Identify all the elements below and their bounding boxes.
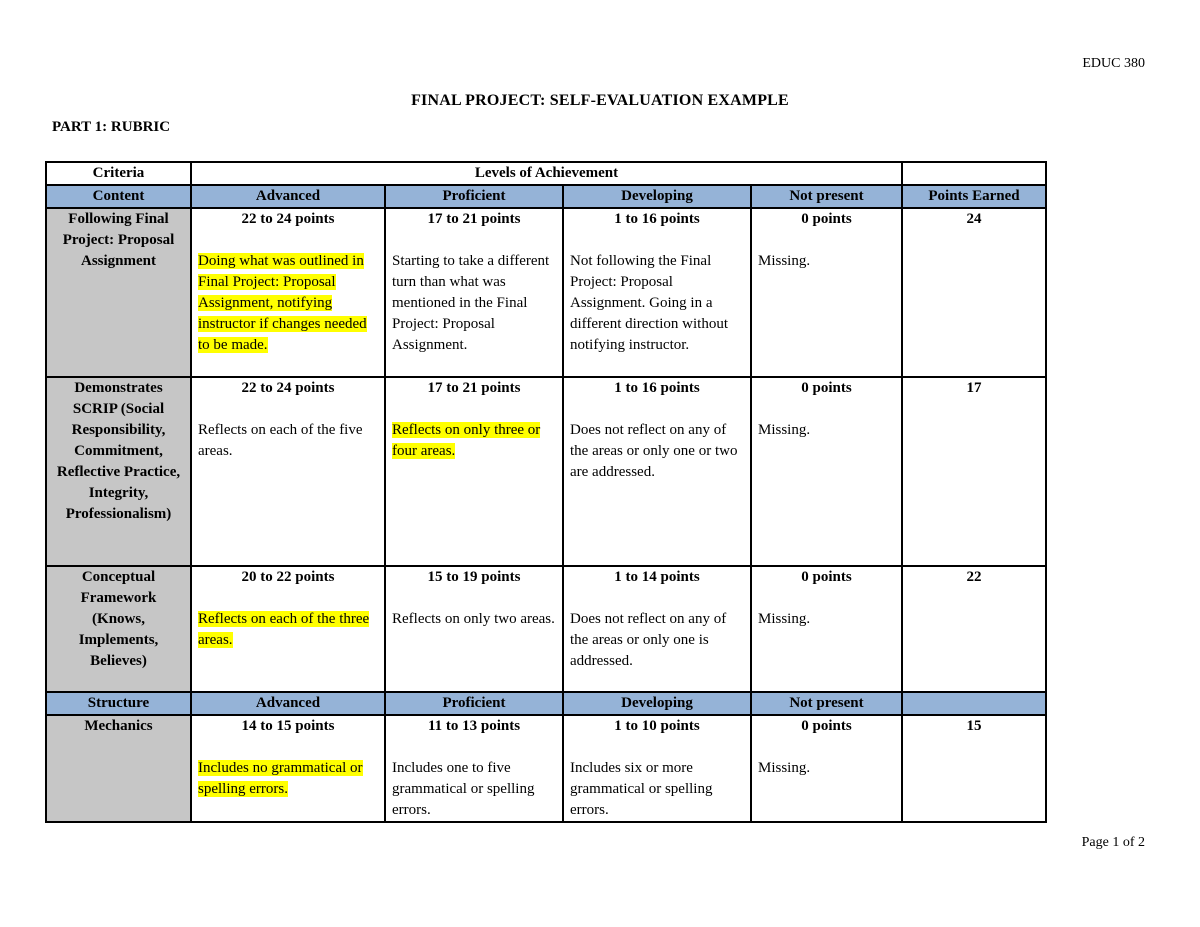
proficient-cell bbox=[385, 208, 563, 377]
points-range: 0 points bbox=[801, 569, 852, 585]
page-title: FINAL PROJECT: SELF-EVALUATION EXAMPLE bbox=[411, 92, 789, 109]
criterion-cell: Conceptual Framework (Knows, Implements, Believes) bbox=[46, 566, 191, 692]
advanced-header: Advanced bbox=[191, 185, 385, 208]
empty-band-cell bbox=[902, 692, 1046, 715]
structure-band-row bbox=[46, 692, 1046, 715]
criterion-cell: Demonstrates SCRIP (Social Responsibility, Commitment, Reflective Practice, Integrity, Professionalism) bbox=[46, 377, 191, 566]
level-description: Reflects on only two areas. bbox=[392, 611, 555, 627]
highlighted-text: Includes no grammatical or spelling errors. bbox=[198, 760, 363, 797]
points-range: 20 to 22 points bbox=[241, 569, 335, 585]
level-description: Missing. bbox=[758, 611, 811, 627]
level-description: Reflects on each of the five areas. bbox=[198, 422, 363, 459]
points-range: 0 points bbox=[801, 380, 852, 396]
advanced-cell bbox=[191, 715, 385, 822]
points-range: 1 to 16 points bbox=[614, 380, 700, 396]
content-band-row bbox=[46, 185, 1046, 208]
levels-header: Levels of Achievement bbox=[191, 162, 902, 185]
developing-cell bbox=[563, 715, 751, 822]
points-earned-cell: 22 bbox=[902, 566, 1046, 692]
points-earned-header: Points Earned bbox=[902, 185, 1046, 208]
table-header-row bbox=[46, 162, 1046, 185]
level-description: Starting to take a different turn than what was mentioned in the Final Project: Proposal Assignment. bbox=[392, 253, 550, 353]
points-range: 14 to 15 points bbox=[241, 718, 335, 734]
points-range: 22 to 24 points bbox=[241, 380, 335, 396]
advanced-header: Advanced bbox=[191, 692, 385, 715]
developing-header: Developing bbox=[563, 692, 751, 715]
level-description bbox=[198, 758, 378, 800]
proficient-header: Proficient bbox=[385, 185, 563, 208]
level-description bbox=[198, 251, 378, 356]
level-description bbox=[392, 420, 556, 462]
level-description bbox=[198, 609, 378, 651]
points-range: 17 to 21 points bbox=[427, 380, 521, 396]
not-present-header: Not present bbox=[751, 185, 902, 208]
proficient-cell bbox=[385, 377, 563, 566]
rubric-table bbox=[45, 161, 1047, 823]
points-range: 17 to 21 points bbox=[427, 211, 521, 227]
table-row bbox=[46, 715, 1046, 822]
developing-cell bbox=[563, 208, 751, 377]
developing-cell bbox=[563, 377, 751, 566]
proficient-cell bbox=[385, 715, 563, 822]
developing-header: Developing bbox=[563, 185, 751, 208]
level-description: Missing. bbox=[758, 422, 811, 438]
part-heading: PART 1: RUBRIC bbox=[52, 119, 171, 135]
not-present-cell bbox=[751, 566, 902, 692]
not-present-cell bbox=[751, 715, 902, 822]
highlighted-text: Reflects on each of the three areas. bbox=[198, 611, 370, 648]
not-present-header: Not present bbox=[751, 692, 902, 715]
course-code: EDUC 380 bbox=[1082, 56, 1145, 71]
table-row bbox=[46, 208, 1046, 377]
not-present-cell bbox=[751, 208, 902, 377]
points-range: 22 to 24 points bbox=[241, 211, 335, 227]
advanced-cell bbox=[191, 566, 385, 692]
points-range: 0 points bbox=[801, 211, 852, 227]
level-description: Does not reflect on any of the areas or only one is addressed. bbox=[570, 611, 727, 669]
points-earned-cell: 15 bbox=[902, 715, 1046, 822]
not-present-cell bbox=[751, 377, 902, 566]
highlighted-text: Reflects on only three or four areas. bbox=[392, 422, 541, 459]
points-range: 0 points bbox=[801, 718, 852, 734]
proficient-cell bbox=[385, 566, 563, 692]
criterion-cell: Following Final Project: Proposal Assignment bbox=[46, 208, 191, 377]
proficient-header: Proficient bbox=[385, 692, 563, 715]
points-range: 1 to 10 points bbox=[614, 718, 700, 734]
highlighted-text: Doing what was outlined in Final Project: Proposal Assignment, notifying instructor if changes needed to be made. bbox=[198, 253, 367, 353]
points-earned-cell: 24 bbox=[902, 208, 1046, 377]
table-row bbox=[46, 566, 1046, 692]
developing-cell bbox=[563, 566, 751, 692]
level-description: Missing. bbox=[758, 253, 811, 269]
level-description: Does not reflect on any of the areas or only one or two are addressed. bbox=[570, 422, 738, 480]
level-description: Not following the Final Project: Proposal Assignment. Going in a different direction without notifying instructor. bbox=[570, 253, 729, 353]
criterion-cell: Mechanics bbox=[46, 715, 191, 822]
points-range: 15 to 19 points bbox=[427, 569, 521, 585]
level-description: Includes six or more grammatical or spelling errors. bbox=[570, 760, 713, 818]
points-range: 1 to 14 points bbox=[614, 569, 700, 585]
empty-header-cell bbox=[902, 162, 1046, 185]
criteria-header: Criteria bbox=[46, 162, 191, 185]
level-description: Missing. bbox=[758, 760, 811, 776]
advanced-cell bbox=[191, 208, 385, 377]
level-description: Includes one to five grammatical or spelling errors. bbox=[392, 760, 535, 818]
content-band-label: Content bbox=[46, 185, 191, 208]
points-range: 1 to 16 points bbox=[614, 211, 700, 227]
structure-band-label: Structure bbox=[46, 692, 191, 715]
points-range: 11 to 13 points bbox=[427, 718, 521, 734]
points-earned-cell: 17 bbox=[902, 377, 1046, 566]
page-number: Page 1 of 2 bbox=[1081, 835, 1145, 850]
table-row bbox=[46, 377, 1046, 566]
advanced-cell bbox=[191, 377, 385, 566]
